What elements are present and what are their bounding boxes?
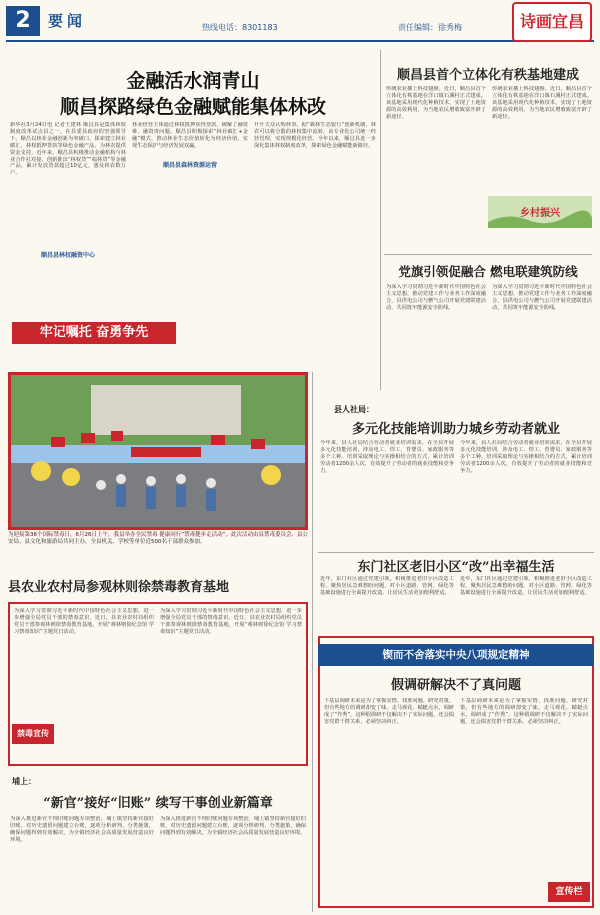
bottom-text-repeat: 为深入推进新官不理旧账问题专项整治，埔上镇坚持新官接好旧账，对历史遗留问题建立台账，逐项分析研判、分类施策，确保问题得到有效解决，为全镇经济社会高质量发展营造良好环境。 [160, 816, 306, 836]
newspaper-logo: 诗画宜昌 [512, 2, 592, 42]
eight-text-b [460, 698, 588, 878]
party-title: 党旗引领促融合 燃电联建筑防线 [398, 264, 578, 279]
photo-frame [8, 372, 308, 530]
east-divider [318, 552, 594, 553]
page-header [6, 4, 594, 42]
right-top-title: 顺昌县首个立体化有秩基地建成 [396, 68, 579, 83]
right-top-text-b [492, 86, 592, 192]
lead-title-line2: 顺昌探路绿色金融赋能集体林改 [59, 96, 326, 118]
eight-stamp: 宣传栏 [548, 882, 590, 902]
east-title: 东门社区老旧小区“改”出幸福生活 [357, 560, 555, 575]
right-top-text-repeat: 传统农业插上科技翅膀。近日，顺昌县首个立体化有秩基地在洋口镇石溪村正式建成。该基地采用现代化种植技术，实现了土地资源的高效利用，为当地农民增收致富开辟了新途径。 [492, 86, 592, 120]
bottom-pretitle: 埔上： [12, 777, 36, 786]
party-text-b [492, 284, 592, 392]
editor-text: 责任编辑：徐秀梅 [398, 23, 462, 32]
hotline-text: 热线电话：8301183 [202, 23, 278, 32]
skills-text-a [320, 440, 454, 550]
county-title: 县农业农村局参观林则徐禁毒教育基地 [8, 580, 230, 595]
lead-col1-text: 新华社3月24日电 记者王建林 顺昌县是集体林权制度改革试点县之一。在县委县政府的坚强领导下，顺昌以林业金融创新为突破口，探索建立林业碳汇、林权抵押贷款等绿色金融产品，为林农提供资金支持。近年来，顺昌县积极推动金融机构与林业合作社对接，创新推出“林权贷”“福林贷”等金融产品，累计发放贷款超过10亿元，惠及林农数万户。 [10, 122, 126, 177]
eight-text-a [324, 698, 454, 902]
skills-text-repeat: 今年来，县人社局结合劳动者就业培训需求，在全县开展多元化技能培训，涉及电工、焊工、育婴员、家政服务等多个工种。培训采取理论与实操相结合的方式，累计培训劳动者1200余人次，有效提升了劳动者的就业技能和竞争力。 [460, 440, 592, 474]
eight-text-repeat: 下基层调研本来是为了掌握实情、找准问题、研究对策。但有些地方的调研却变了味，走马观花、蜻蜓点水，调研成了“作秀”，这种假调研不仅解决不了实际问题，还会损害党群干群关系，必须坚决纠正。 [460, 698, 588, 725]
party-text: 为深入学习贯彻习近平新时代中国特色社会主义思想，推动党建工作与业务工作深度融合，县供电公司与燃气公司开展党建联建活动，共同筑牢能源安全防线。 [386, 284, 486, 311]
anti-drug-walk-photo [11, 375, 305, 527]
lead-column-1 [10, 122, 126, 314]
eight-text: 下基层调研本来是为了掌握实情、找准问题、研究对策。但有些地方的调研却变了味，走马观花、蜻蜓点水，调研成了“作秀”，这种假调研不仅解决不了实际问题，还会损害党群干群关系，必须坚决纠正。 [324, 698, 454, 725]
lead-title-line1: 金融活水润青山 [126, 70, 260, 92]
spring-illustration [488, 196, 592, 228]
east-text: 近年，东门社区通过党建引领，积极推进老旧小区改造工程，聚焦居民急难愁盼问题，对小区道路、管网、绿化等基础设施进行全面提升改造，让居民生活更加便利舒适。 [320, 576, 454, 596]
column-divider [380, 50, 381, 390]
eight-rules-banner: 锲而不舍落实中央八项规定精神 [318, 644, 594, 666]
lower-column-divider [312, 372, 313, 912]
section-title: 要闻 [48, 12, 87, 30]
bottom-text-a [10, 816, 154, 908]
right-top-text-a [386, 86, 486, 254]
right-top-text: 传统农业插上科技翅膀。近日，顺昌县首个立体化有秩基地在洋口镇石溪村正式建成。该基地采用现代化种植技术，实现了土地资源的高效利用，为当地农民增收致富开辟了新途径。 [386, 86, 486, 120]
skills-text: 今年来，县人社局结合劳动者就业培训需求，在全县开展多元化技能培训，涉及电工、焊工、育婴员、家政服务等多个工种。培训采取理论与实操相结合的方式，累计培训劳动者1200余人次，有效提升了劳动者的就业技能和竞争力。 [320, 440, 454, 474]
county-text: 为深入学习贯彻习近平新时代中国特色社会主义思想，进一步增强全局党员干部的禁毒意识，近日，县农业农村局组织党员干部参观林则徐禁毒教育基地，开展“观林则徐纪念馆 学习禁毒知识”主题党日活动。 [14, 608, 154, 635]
east-text-a [320, 576, 454, 638]
lead-col3-text: 升升夫众认购林票。据“森林生态银行”创新机制，林农可以将分散的林权集中流转，由专业化公司统一经营管理，实现规模化经营。今年以来，顺昌县进一步深化集体林权制度改革，探索绿色金融赋能新路径。 [254, 122, 376, 149]
bottom-text: 为深入推进新官不理旧账问题专项整治，埔上镇坚持新官接好旧账，对历史遗留问题建立台账，逐项分析研判、分类施策，确保问题得到有效解决，为全镇经济社会高质量发展营造良好环境。 [10, 816, 154, 843]
east-text-repeat: 近年，东门社区通过党建引领，积极推进老旧小区改造工程，聚焦居民急难愁盼问题，对小区道路、管网、绿化等基础设施进行全面提升改造，让居民生活更加便利舒适。 [460, 576, 592, 596]
lead-col2-text: 林业经营主体通过林权抵押获得贷款，破解了融资难、融资贵问题。顺昌县积极探索“林业碳汇+金融”模式，推动林业生态价值转化为经济价值，实现生态保护与经济发展双赢。 [132, 122, 248, 149]
spring-label: 乡村振兴 [520, 208, 560, 219]
eight-rules-title: 假调研解决不了真问题 [390, 678, 521, 693]
photo-caption: 为迎接第36个国际禁毒日，6月26日上午，我县举办全民禁毒 健康同行“禁毒健步走活动”。此次活动由县禁毒委员会、县公安局、县文化和旅游局共同主办，全县机关、学校等单位近500名干部群众参加。 [8, 532, 308, 545]
county-text-a [14, 608, 154, 720]
bottom-text-b [160, 816, 306, 908]
bottom-title: “新官”接好“旧账” 续写干事创业新篇章 [43, 796, 273, 811]
lead-column-2 [132, 122, 248, 302]
skills-pretitle: 县人社局： [334, 405, 374, 414]
county-text-b [160, 608, 302, 760]
skills-text-b [460, 440, 592, 550]
party-text-a [386, 284, 486, 392]
party-divider [384, 254, 592, 255]
lead-subhead-2: 顺昌县森林资源运营 [162, 162, 217, 169]
lead-column-3 [254, 122, 376, 350]
slogan-banner: 牢记嘱托 奋勇争先 [12, 322, 176, 344]
lead-subhead-1: 顺昌县林权融资中心 [40, 252, 95, 259]
east-text-b [460, 576, 592, 638]
county-text-repeat: 为深入学习贯彻习近平新时代中国特色社会主义思想，进一步增强全局党员干部的禁毒意识，近日，县农业农村局组织党员干部参观林则徐禁毒教育基地，开展“观林则徐纪念馆 学习禁毒知识”主题党日活动。 [160, 608, 302, 635]
party-text-repeat: 为深入学习贯彻习近平新时代中国特色社会主义思想，推动党建工作与业务工作深度融合，县供电公司与燃气公司开展党建联建活动，共同筑牢能源安全防线。 [492, 284, 592, 311]
skills-title: 多元化技能培训助力城乡劳动者就业 [351, 422, 560, 437]
county-stamp: 禁毒宣传 [12, 724, 54, 744]
page-number: 2 [6, 6, 40, 36]
